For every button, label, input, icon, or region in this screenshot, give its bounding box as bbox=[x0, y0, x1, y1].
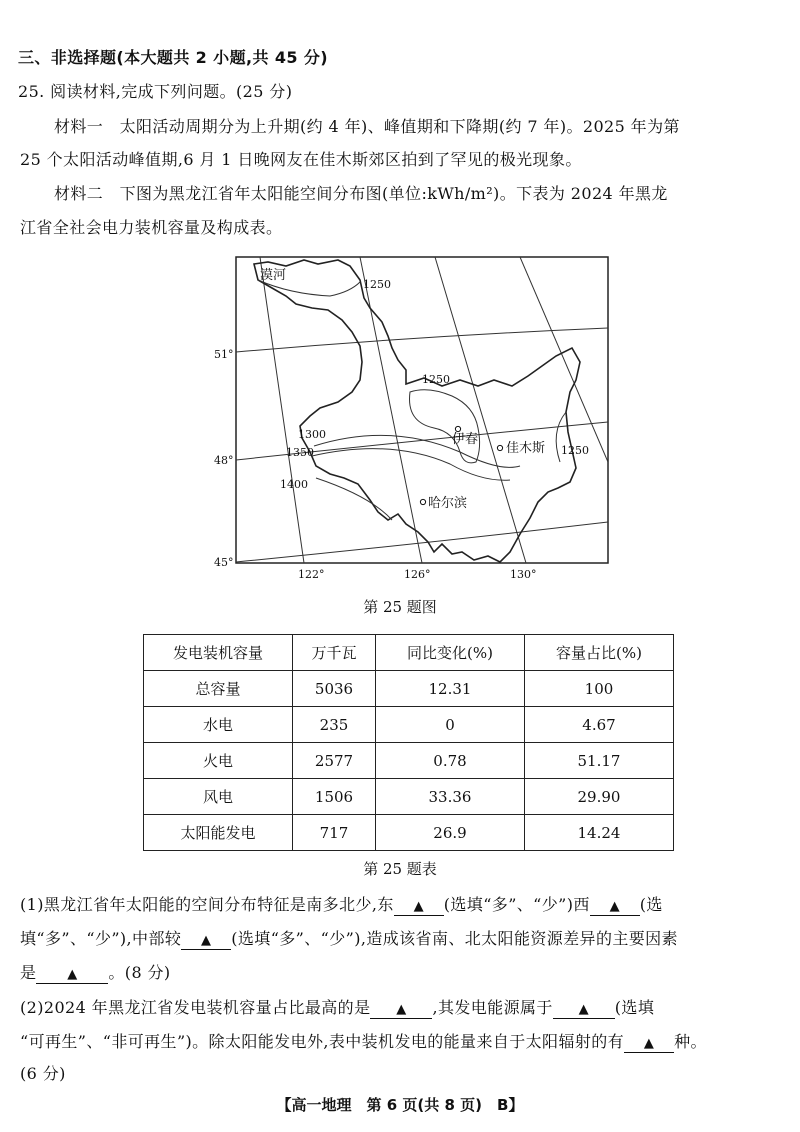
q1-text: (选填“多”、“少”),造成该省南、北太阳能资源差异的主要因素 bbox=[231, 929, 678, 948]
material1-line2: 25 个太阳活动峰值期,6 月 1 日晚网友在佳木斯郊区拍到了罕见的极光现象。 bbox=[20, 150, 582, 169]
blank-marker-icon: ▲ bbox=[643, 1036, 655, 1051]
answer-blank[interactable] bbox=[36, 963, 108, 984]
table-cell: 5036 bbox=[293, 671, 376, 707]
city-label-harbin: 哈尔滨 bbox=[428, 496, 468, 511]
q1-text: (1)黑龙江省年太阳能的空间分布特征是南多北少,东 bbox=[20, 895, 394, 914]
map-caption: 第 25 题图 bbox=[363, 598, 437, 616]
table-cell: 100 bbox=[525, 671, 674, 707]
q1-line1 bbox=[20, 893, 663, 917]
latitude-label-48: 48° bbox=[214, 454, 234, 467]
q1-text: 。(8 分) bbox=[108, 963, 171, 982]
isoline-label-1250-a: 1250 bbox=[363, 278, 391, 291]
blank-marker-icon: ▲ bbox=[396, 1002, 407, 1017]
table-row bbox=[144, 779, 674, 815]
city-label-yichun: 伊春 bbox=[452, 432, 479, 447]
question-number-line: 25. 阅读材料,完成下列问题。(25 分) bbox=[18, 82, 293, 101]
table-cell: 风电 bbox=[144, 779, 293, 815]
table-cell: 4.67 bbox=[525, 707, 674, 743]
longitude-label-126: 126° bbox=[404, 568, 431, 581]
table-row bbox=[144, 743, 674, 779]
q1-text: 是 bbox=[20, 963, 37, 982]
blank-marker-icon: ▲ bbox=[578, 1002, 589, 1017]
table-row bbox=[144, 671, 674, 707]
material1-line1: 材料一 太阳活动周期分为上升期(约 4 年)、峰值期和下降期(约 7 年)。2025 年为第 bbox=[54, 117, 680, 136]
section-heading: 三、非选择题(本大题共 2 小题,共 45 分) bbox=[18, 48, 328, 67]
jiamusi-dot bbox=[497, 445, 502, 450]
material2-line1: 材料二 下图为黑龙江省年太阳能空间分布图(单位:kWh/m²)。下表为 2024 年黑龙 bbox=[54, 184, 668, 203]
harbin-dot bbox=[420, 499, 425, 504]
latitude-label-45: 45° bbox=[214, 556, 234, 569]
table-header: 发电装机容量 bbox=[144, 635, 293, 671]
table-cell: 总容量 bbox=[144, 671, 293, 707]
q2-text: “可再生”、“非可再生”)。除太阳能发电外,表中装机发电的能量来自于太阳辐射的有 bbox=[20, 1032, 625, 1051]
yichun-dot bbox=[455, 426, 460, 431]
q1-text: 填“多”、“少”),中部较 bbox=[20, 929, 182, 948]
table-cell: 235 bbox=[293, 707, 376, 743]
blank-marker-icon: ▲ bbox=[413, 899, 424, 914]
table-header-row bbox=[144, 635, 674, 671]
table-cell: 33.36 bbox=[376, 779, 525, 815]
answer-blank[interactable] bbox=[394, 895, 444, 916]
material2-line2: 江省全社会电力装机容量及构成表。 bbox=[20, 218, 283, 237]
blank-marker-icon: ▲ bbox=[201, 933, 212, 948]
isoline-label-1250-c: 1250 bbox=[561, 444, 589, 457]
table-cell: 0.78 bbox=[376, 743, 525, 779]
answer-blank[interactable] bbox=[624, 1032, 674, 1053]
table-cell: 14.24 bbox=[525, 815, 674, 851]
table-cell: 717 bbox=[293, 815, 376, 851]
table-row bbox=[144, 707, 674, 743]
blank-marker-icon: ▲ bbox=[67, 967, 78, 982]
answer-blank[interactable] bbox=[370, 998, 432, 1019]
latitude-label-51: 51° bbox=[214, 348, 234, 361]
q2-text: (2)2024 年黑龙江省发电装机容量占比最高的是 bbox=[20, 998, 371, 1017]
table-cell: 太阳能发电 bbox=[144, 815, 293, 851]
q2-line2 bbox=[20, 1030, 707, 1054]
page-footer: 【高一地理 第 6 页(共 8 页) B】 bbox=[276, 1096, 524, 1114]
solar-energy-map bbox=[214, 252, 620, 582]
q2-line1 bbox=[20, 996, 654, 1020]
q1-text: (选 bbox=[639, 895, 663, 914]
longitude-label-130: 130° bbox=[510, 568, 537, 581]
city-label-jiamusi: 佳木斯 bbox=[506, 441, 546, 456]
longitude-label-122: 122° bbox=[298, 568, 325, 581]
table-row bbox=[144, 815, 674, 851]
q1-line2 bbox=[20, 927, 678, 951]
answer-blank[interactable] bbox=[590, 895, 640, 916]
blank-marker-icon: ▲ bbox=[609, 899, 620, 914]
table-cell: 29.90 bbox=[525, 779, 674, 815]
q2-text: ,其发电能源属于 bbox=[432, 998, 553, 1017]
table-cell: 火电 bbox=[144, 743, 293, 779]
isoline-label-1250-b: 1250 bbox=[422, 373, 450, 386]
q1-line3 bbox=[20, 961, 171, 985]
table-header: 万千瓦 bbox=[293, 635, 376, 671]
table-header: 同比变化(%) bbox=[376, 635, 525, 671]
table-cell: 12.31 bbox=[376, 671, 525, 707]
table-cell: 2577 bbox=[293, 743, 376, 779]
q2-text: (选填 bbox=[614, 998, 655, 1017]
isoline-label-1400: 1400 bbox=[280, 478, 308, 491]
table-header: 容量占比(%) bbox=[525, 635, 674, 671]
isoline-label-1350: 1350 bbox=[286, 446, 314, 459]
q1-text: (选填“多”、“少”)西 bbox=[443, 895, 590, 914]
q2-line3: (6 分) bbox=[20, 1064, 66, 1083]
city-label-mohe: 漠河 bbox=[260, 268, 287, 283]
answer-blank[interactable] bbox=[181, 929, 231, 950]
table-cell: 水电 bbox=[144, 707, 293, 743]
table-cell: 1506 bbox=[293, 779, 376, 815]
table-cell: 26.9 bbox=[376, 815, 525, 851]
answer-blank[interactable] bbox=[553, 998, 615, 1019]
table-caption: 第 25 题表 bbox=[363, 860, 437, 878]
map-frame bbox=[236, 257, 608, 563]
table-cell: 0 bbox=[376, 707, 525, 743]
table-cell: 51.17 bbox=[525, 743, 674, 779]
isoline-label-1300: 1300 bbox=[298, 428, 326, 441]
q2-text: 种。 bbox=[674, 1032, 707, 1051]
capacity-table bbox=[143, 634, 674, 851]
